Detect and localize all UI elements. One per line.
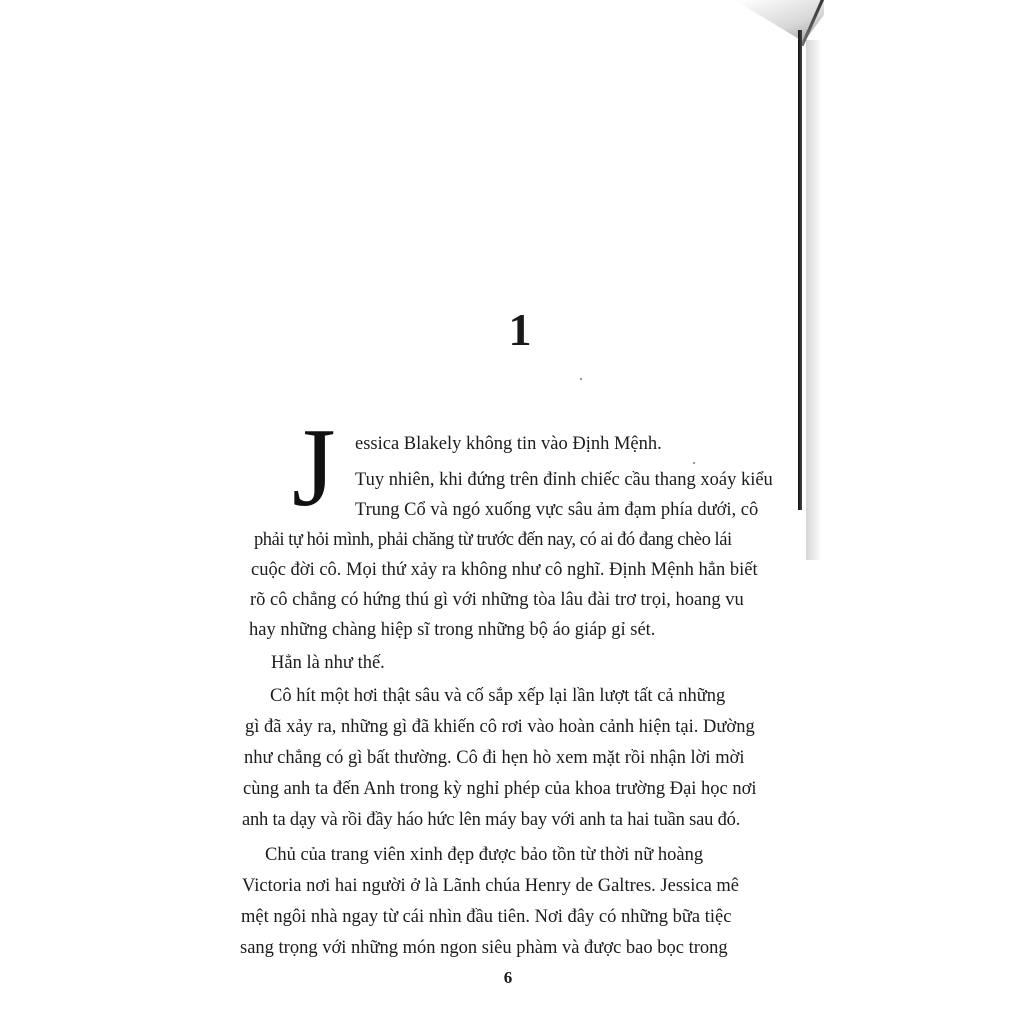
- drop-cap: J: [292, 406, 336, 530]
- body-line: Hẳn là như thế.: [271, 653, 385, 673]
- body-line: Trung Cổ và ngó xuống vực sâu ảm đạm phía dưới, cô: [355, 500, 759, 520]
- body-line: Victoria nơi hai người ở là Lãnh chúa Henry de Galtres. Jessica mê: [242, 876, 740, 896]
- body-line: mệt ngôi nhà ngay từ cái nhìn đầu tiên. Nơi đây có những bữa tiệc: [241, 907, 732, 927]
- body-line: anh ta dạy và rồi đầy háo hức lên máy bay với anh ta hai tuần sau đó.: [242, 810, 741, 830]
- page-edge-shadow: [806, 40, 822, 560]
- page-number: 6: [503, 968, 513, 987]
- body-line: cùng anh ta đến Anh trong kỳ nghỉ phép của khoa trường Đại học nơi: [243, 779, 757, 799]
- body-line: rõ cô chẳng có hứng thú gì với những tòa lâu đài trơ trọi, hoang vu: [250, 590, 744, 610]
- body-line: phải tự hỏi mình, phải chăng từ trước đến nay, có ai đó đang chèo lái: [254, 530, 732, 550]
- body-line: Tuy nhiên, khi đứng trên đỉnh chiếc cầu thang xoáy kiểu: [355, 470, 773, 490]
- body-line: sang trọng với những món ngon siêu phàm và được bao bọc trong: [240, 938, 728, 958]
- speck: [693, 462, 695, 464]
- body-line: Chủ của trang viên xinh đẹp được bảo tồn từ thời nữ hoàng: [265, 845, 704, 865]
- body-line: essica Blakely không tin vào Định Mệnh.: [355, 434, 662, 454]
- chapter-number: 1: [508, 304, 532, 355]
- body-line: Cô hít một hơi thật sâu và cố sắp xếp lại lần lượt tất cả những: [270, 686, 726, 706]
- page-edge: [798, 30, 802, 510]
- speck: [580, 378, 582, 380]
- body-line: như chẳng có gì bất thường. Cô đi hẹn hò xem mặt rồi nhận lời mời: [244, 748, 745, 768]
- body-line: gì đã xảy ra, những gì đã khiến cô rơi vào hoàn cảnh hiện tại. Dường: [245, 717, 755, 737]
- body-line: hay những chàng hiệp sĩ trong những bộ áo giáp gỉ sét.: [249, 620, 656, 640]
- body-line: cuộc đời cô. Mọi thứ xảy ra không như cô nghĩ. Định Mệnh hẳn biết: [251, 560, 758, 580]
